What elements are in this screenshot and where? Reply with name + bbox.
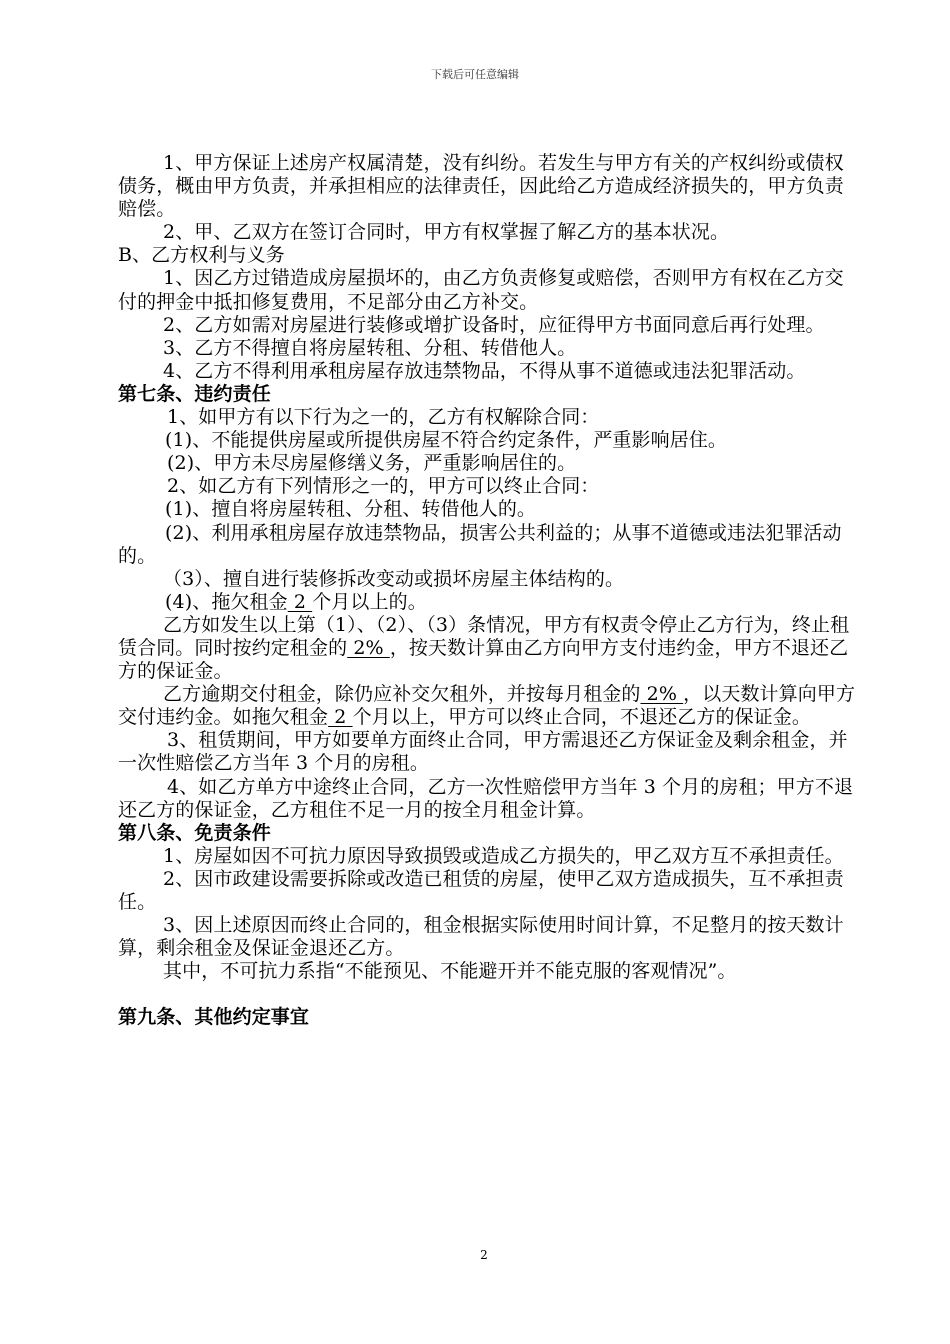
article-7-item-1-1: (1)、不能提供房屋或所提供房屋不符合约定条件，严重影响居住。 (165, 429, 728, 452)
section-b-title: B、乙方权利与义务 (118, 244, 285, 267)
article-8-item-1: 1、房屋如因不可抗力原因导致损毁或造成乙方损失的，甲乙双方互不承担责任。 (163, 844, 844, 867)
text-run: ，按天数计算由乙方向甲方支付违约金，甲方不退还乙方的保证金。 (118, 636, 849, 683)
text-run: 乙方如发生以上第（1）、（2）、（3）条情况，甲方有权责令停止乙方行为，终止租赁合同。同时按约定租金的 (118, 613, 850, 659)
paragraph-1: 1、甲方保证上述房产权属清楚，没有纠纷。若发生与甲方有关的产权纠纷或债权债务，概由甲方负责，并承担相应的法律责任，因此给乙方造成经济损失的，甲方负责赔偿。 (118, 152, 844, 221)
article-7-item-2-4 (118, 591, 858, 614)
article-7-penalty-2 (118, 683, 858, 729)
article-8-heading: 第八条、免责条件 (118, 821, 271, 844)
document-body (118, 152, 858, 1029)
article-7-item-1-2: (2)、甲方未尽房屋修缮义务，严重影响居住的。 (167, 452, 577, 475)
text-run: 乙方逾期交付租金，除仍应补交欠租外，并按每月租金的 (163, 683, 641, 706)
paragraph-b4: 4、乙方不得利用承租房屋存放违禁物品，不得从事不道德或违法犯罪活动。 (163, 359, 806, 382)
paragraph-b3: 3、乙方不得擅自将房屋转租、分租、转借他人。 (163, 336, 577, 359)
article-7-item-1: 1、如甲方有以下行为之一的，乙方有权解除合同： (167, 406, 600, 429)
article-9-heading: 第九条、其他约定事宜 (118, 1006, 310, 1029)
article-8-note: 其中，不可抗力系指“不能预见、不能避开并不能克服的客观情况”。 (163, 960, 737, 983)
paragraph-b2: 2、乙方如需对房屋进行装修或增扩设备时，应征得甲方书面同意后再行处理。 (163, 313, 825, 336)
text-run: (4)、拖欠租金 (165, 590, 288, 613)
page-header: 下载后可任意编辑 (431, 68, 519, 81)
article-8-item-3: 3、因上述原因而终止合同的，租金根据实际使用时间计算，不足整月的按天数计算，剩余租金及保证金退还乙方。 (118, 914, 844, 960)
filled-blank: 2% (640, 683, 684, 706)
page-number: 2 (480, 1248, 488, 1262)
text-run: ，以天数计算向甲方交付违约金。如拖欠租金 (118, 683, 856, 729)
spacer (118, 983, 858, 1006)
text-run: 个月以上，甲方可以终止合同，不退还乙方的保证金。 (352, 706, 811, 729)
article-8-item-2: 2、因市政建设需要拆除或改造已租赁的房屋，使甲乙双方造成损失，互不承担责任。 (118, 867, 844, 913)
article-7-item-2-2: (2)、利用承租房屋存放违禁物品，损害公共利益的；从事不道德或违法犯罪活动的。 (118, 521, 842, 567)
paragraph-2: 2、甲、乙双方在签订合同时，甲方有权掌握了解乙方的基本状况。 (163, 221, 730, 244)
article-7-item-2-3: （3）、擅自进行装修拆改变动或损坏房屋主体结构的。 (163, 567, 625, 590)
article-7-item-4: 4、如乙方单方中途终止合同，乙方一次性赔偿甲方当年 3 个月的房租；甲方不退还乙方的保证金，乙方租住不足一月的按全月租金计算。 (118, 775, 854, 821)
article-7-item-2-1: (1)、擅自将房屋转租、分租、转借他人的。 (165, 498, 537, 521)
text-run: 个月以上的。 (312, 590, 427, 613)
paragraph-b1: 1、因乙方过错造成房屋损坏的，由乙方负责修复或赔偿，否则甲方有权在乙方交付的押金中抵扣修复费用，不足部分由乙方补交。 (118, 267, 844, 313)
article-7-heading: 第七条、违约责任 (118, 382, 271, 405)
filled-blank: 2 (287, 590, 313, 613)
filled-blank: 2% (347, 636, 390, 659)
filled-blank: 2 (328, 706, 353, 729)
article-7-item-2: 2、如乙方有下列情形之一的，甲方可以终止合同： (167, 475, 600, 498)
article-7-item-3: 3、租赁期间，甲方如要单方面终止合同，甲方需退还乙方保证金及剩余租金，并一次性赔偿乙方当年 3 个月的房租。 (118, 729, 848, 775)
article-7-penalty-1 (118, 614, 858, 683)
